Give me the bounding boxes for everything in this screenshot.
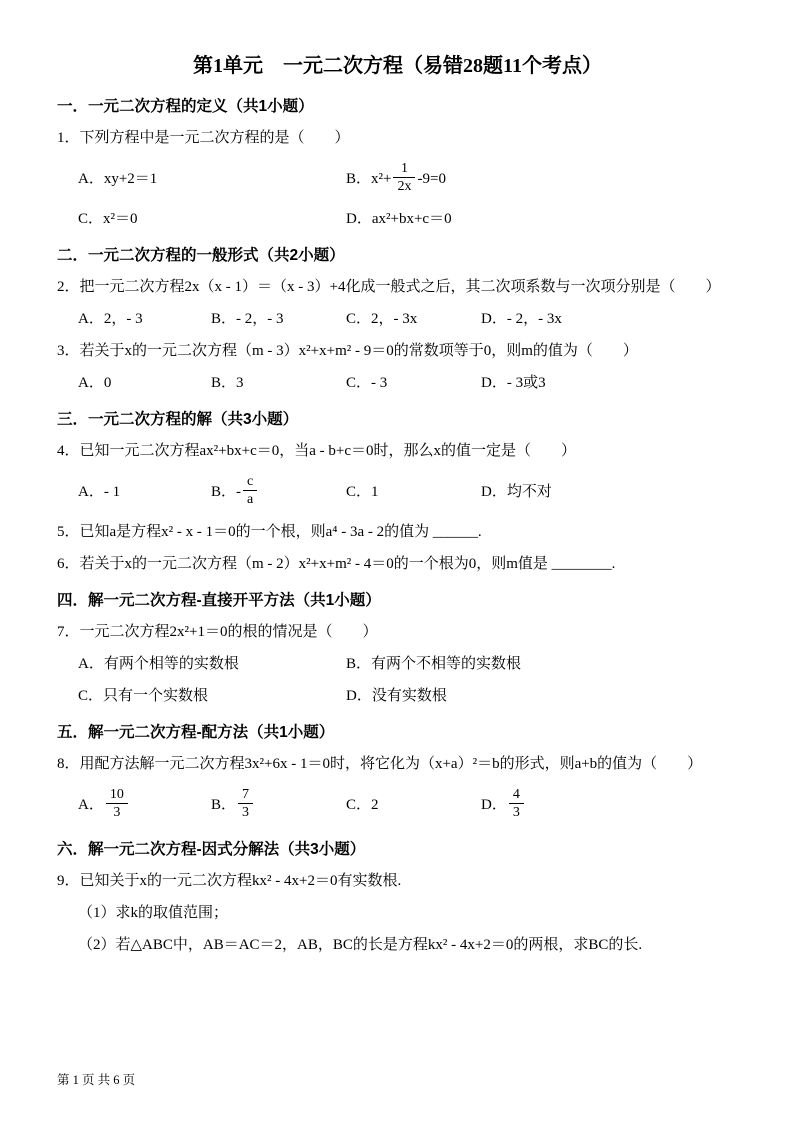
- fraction-numerator: 1: [393, 160, 415, 178]
- question-1-option-d: D．ax²+bx+c＝0: [346, 211, 452, 227]
- fraction-denominator: 3: [512, 804, 520, 820]
- question-7-option-a: A．有两个相等的实数根: [78, 656, 239, 672]
- page-title: 第1单元 一元二次方程（易错28题11个考点）: [193, 55, 602, 77]
- formula-pre: x²+: [371, 170, 392, 187]
- fraction-numerator: 10: [106, 786, 128, 804]
- question-7-option-d: D．没有实数根: [346, 688, 447, 704]
- question-7-option-b: B．有两个不相等的实数根: [346, 656, 522, 672]
- question-1-options-row-1: [57, 159, 738, 199]
- question-3-option-b: B．3: [211, 375, 244, 391]
- question-8-option-c: C．2: [346, 796, 379, 813]
- fraction: [238, 786, 253, 821]
- question-7-options-row-2: [57, 685, 738, 708]
- fraction-numerator: 7: [238, 786, 253, 804]
- fraction-denominator: 3: [242, 804, 250, 820]
- question-2-option-b: B．- 2，- 3: [211, 311, 284, 327]
- fraction-numerator: c: [243, 473, 257, 491]
- fraction-numerator: 4: [509, 786, 524, 804]
- question-8-option-d: D． $\frac{4}{3}$: [481, 788, 738, 823]
- question-1-option-c: C．x²＝0: [78, 211, 138, 227]
- question-4-stem: 4．已知一元二次方程ax²+bx+c＝0，当a - b+c＝0时，那么x的值一定是（ ）: [57, 443, 577, 459]
- page-number-footer: 第 1 页 共 6 页: [57, 1073, 136, 1087]
- section-4-heading: 四．解一元二次方程-直接开平方法（共1小题）: [57, 592, 381, 609]
- question-8-option-a: A． $\frac{10}{3}$: [78, 788, 211, 823]
- fraction: [106, 786, 128, 821]
- question-2-option-c: C．2，- 3x: [346, 311, 418, 327]
- question-4-options-row: [57, 472, 738, 512]
- section-5-heading: 五．解一元二次方程-配方法（共1小题）: [57, 724, 335, 741]
- fraction-denominator: 3: [113, 804, 121, 820]
- question-9-stem: 9．已知关于x的一元二次方程kx² - 4x+2＝0有实数根.: [57, 873, 402, 889]
- question-4-option-a: A．- 1: [78, 483, 121, 500]
- question-2-stem: 2．把一元二次方程2x（x - 1）＝（x - 3）+4化成一般式之后，其二次项系数与一次项分别是（ ）: [57, 279, 721, 295]
- question-3-option-a: A．0: [78, 375, 112, 391]
- question-4-option-d: D．均不对: [481, 483, 552, 500]
- question-5-stem: 5．已知a是方程x² - x - 1＝0的一个根，则a⁴ - 3a - 2的值为 ______.: [57, 524, 482, 540]
- question-3-options-row: [57, 372, 738, 395]
- question-1-option-b: B．x²+ $\frac{1}{2x}$ -9=0: [346, 160, 446, 194]
- section-1-heading: 一．一元二次方程的定义（共1小题）: [57, 98, 314, 115]
- question-2-options-row: [57, 308, 738, 331]
- fraction: [243, 473, 257, 508]
- question-1-option-a: A．xy+2＝1: [78, 170, 158, 187]
- question-9-part-2: （2）若△ABC中，AB＝AC＝2，AB，BC的长是方程kx² - 4x+2＝0的两根，求BC的长.: [78, 937, 643, 953]
- question-8-options-row: [57, 785, 738, 825]
- question-6-stem: 6．若关于x的一元二次方程（m - 2）x²+x+m² - 4＝0的一个根为0，则m值是 ________.: [57, 556, 616, 572]
- question-1-options-row-2: [57, 208, 738, 231]
- formula-pre: -: [236, 483, 242, 500]
- question-8-stem: 8．用配方法解一元二次方程3x²+6x - 1＝0时，将它化为（x+a）²＝b的形式，则a+b的值为（ ）: [57, 756, 703, 772]
- question-2-option-a: A．2，- 3: [78, 311, 143, 327]
- fraction-denominator: a: [247, 491, 254, 507]
- fraction-denominator: 2x: [397, 178, 412, 194]
- question-3-stem: 3．若关于x的一元二次方程（m - 3）x²+x+m² - 9＝0的常数项等于0，则m的值为（ ）: [57, 343, 638, 359]
- formula-post: -9=0: [417, 170, 446, 187]
- question-7-options-row-1: [57, 653, 738, 676]
- section-2-heading: 二．一元二次方程的一般形式（共2小题）: [57, 247, 345, 264]
- question-8-option-b: B． $\frac{7}{3}$: [211, 788, 346, 823]
- section-6-heading: 六．解一元二次方程-因式分解法（共3小题）: [57, 841, 366, 858]
- question-7-option-c: C．只有一个实数根: [78, 688, 209, 704]
- section-3-heading: 三．一元二次方程的解（共3小题）: [57, 411, 299, 428]
- fraction: [509, 786, 524, 821]
- question-9-part-1: （1）求k的取值范围；: [78, 905, 229, 921]
- question-2-option-d: D．- 2，- 3x: [481, 311, 562, 327]
- question-1-stem: 1．下列方程中是一元二次方程的是（ ）: [57, 130, 350, 146]
- question-4-option-c: C．1: [346, 483, 379, 500]
- question-3-option-c: C．- 3: [346, 375, 388, 391]
- fraction: [393, 160, 415, 195]
- question-3-option-d: D．- 3或3: [481, 375, 546, 391]
- question-4-option-b: B．- $\frac{c}{a}$: [211, 475, 346, 510]
- question-7-stem: 7．一元二次方程2x²+1＝0的根的情况是（ ）: [57, 624, 378, 640]
